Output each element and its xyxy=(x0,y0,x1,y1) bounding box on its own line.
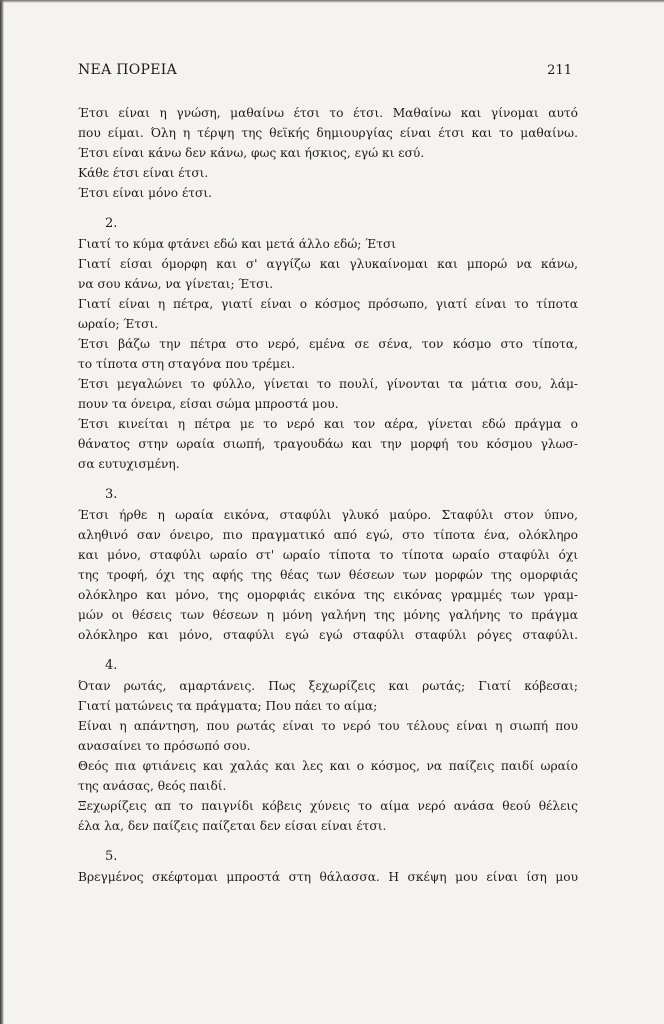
page-body xyxy=(78,103,578,887)
section-number: 4. xyxy=(105,658,118,673)
text-line: Έτσι βάζω την πέτρα στο νερό, εμένα σε σένα, τον κόσμο στο τίποτα, xyxy=(78,337,578,351)
text-line: σα ευτυχισμένη. xyxy=(78,457,180,471)
poem-section xyxy=(78,103,578,203)
text-line: και μόνο, σταφύλι ωραίο στ' ωραίο τίποτα το τίποτα ωραίο σταφύλι όχι xyxy=(78,548,578,562)
poem-section xyxy=(78,485,578,645)
text-line: Έτσι είναι η γνώση, μαθαίνω έτσι το έτσι. Μαθαίνω και γίνομαι αυτό xyxy=(78,106,578,120)
text-line: Γιατί ματώνεις τα πράγματα; Που πάει το αίμα; xyxy=(78,699,378,713)
text-line: Γιατί είναι η πέτρα, γιατί είναι ο κόσμος πρόσωπο, γιατί είναι το τίποτα xyxy=(78,297,578,311)
text-line: θάνατος στην ωραία σιωπή, τραγουδάω και την μορφή του κόσμου γλωσ- xyxy=(78,437,578,451)
text-line: Έτσι ήρθε η ωραία εικόνα, σταφύλι γλυκό μαύρο. Σταφύλι στον ύπνο, xyxy=(78,508,578,522)
page-header xyxy=(78,62,572,78)
poem-section xyxy=(78,214,578,474)
page-number: 211 xyxy=(547,63,572,78)
text-line: Όταν ρωτάς, αμαρτάνεις. Πως ξεχωρίζεις και ρωτάς; Γιατί κόβεσαι; xyxy=(78,679,578,693)
text-line: Βρεγμένος σκέφτομαι μπροστά στη θάλασσα. Η σκέψη μου είναι ίση μου xyxy=(78,870,578,884)
text-line: Έτσι μεγαλώνει το φύλλο, γίνεται το πουλί, γίνονται τα μάτια σου, λάμ- xyxy=(78,377,578,391)
text-line: Έτσι κινείται η πέτρα με το νερό και τον αέρα, γίνεται εδώ πράγμα ο xyxy=(78,417,578,431)
poem-section xyxy=(78,656,578,836)
text-line: ολόκληρο και μόνο, της ομορφιάς εικόνα της εικόνας γραμμές των γραμ- xyxy=(78,588,578,602)
text-line: που είμαι. Όλη η τέρψη της θεϊκής δημιουργίας είναι έτσι και το μαθαίνω. xyxy=(78,126,578,140)
text-line: έλα λα, δεν παίζεις παίζεται δεν είσαι είναι έτσι. xyxy=(78,819,387,833)
text-line: μών οι θέσεις των θέσεων η μόνη γαλήνη της μόνης γαλήνης το πράγμα xyxy=(78,608,578,622)
text-line: Κάθε έτσι είναι έτσι. xyxy=(78,166,209,180)
text-line: της ανάσας, θεός παιδί. xyxy=(78,779,227,793)
section-number: 5. xyxy=(105,849,118,864)
poem-section xyxy=(78,847,578,887)
text-line: Ξεχωρίζεις απ το παιγνίδι κόβεις χύνεις το αίμα νερό ανάσα θεού θέλεις xyxy=(78,799,578,813)
text-line: να σου κάνω, να γίνεται; Έτσι. xyxy=(78,277,274,291)
section-number: 3. xyxy=(105,487,118,502)
text-line: Γιατί είσαι όμορφη και σ' αγγίζω και γλυκαίνομαι και μπορώ να κάνω, xyxy=(78,257,578,271)
text-line: ολόκληρο και μόνο, σταφύλι εγώ εγώ σταφύλι σταφύλι ρόγες σταφύλι. xyxy=(78,628,578,642)
text-line: αληθινό σαν όνειρο, πιο πραγματικό από εγώ, στο τίποτα ένα, ολόκληρο xyxy=(78,528,578,542)
text-line: το τίποτα στη σταγόνα που τρέμει. xyxy=(78,357,296,371)
section-number: 2. xyxy=(105,216,118,231)
text-line: ανασαίνει το πρόσωπό σου. xyxy=(78,739,251,753)
text-line: Είναι η απάντηση, που ρωτάς είναι το νερό του τέλους είναι η σιωπή που xyxy=(78,719,578,733)
text-line: Θεός πια φτιάνεις και χαλάς και λες και ο κόσμος, να παίζεις παιδί ωραίο xyxy=(78,759,578,773)
running-head: ΝΕΑ ΠΟΡΕΙΑ xyxy=(78,62,177,78)
text-line: Έτσι είναι μόνο έτσι. xyxy=(78,186,212,200)
text-line: της τροφή, όχι της αφής της θέας των θέσεων των μορφών της ομορφιάς xyxy=(78,568,578,582)
text-line: πουν τα όνειρα, είσαι σώμα μπροστά μου. xyxy=(78,397,339,411)
text-line: ωραίο; Έτσι. xyxy=(78,317,159,331)
text-line: Γιατί το κύμα φτάνει εδώ και μετά άλλο εδώ; Έτσι xyxy=(78,237,397,251)
text-line: Έτσι είναι κάνω δεν κάνω, φως και ήσκιος, εγώ κι εσύ. xyxy=(78,146,425,160)
